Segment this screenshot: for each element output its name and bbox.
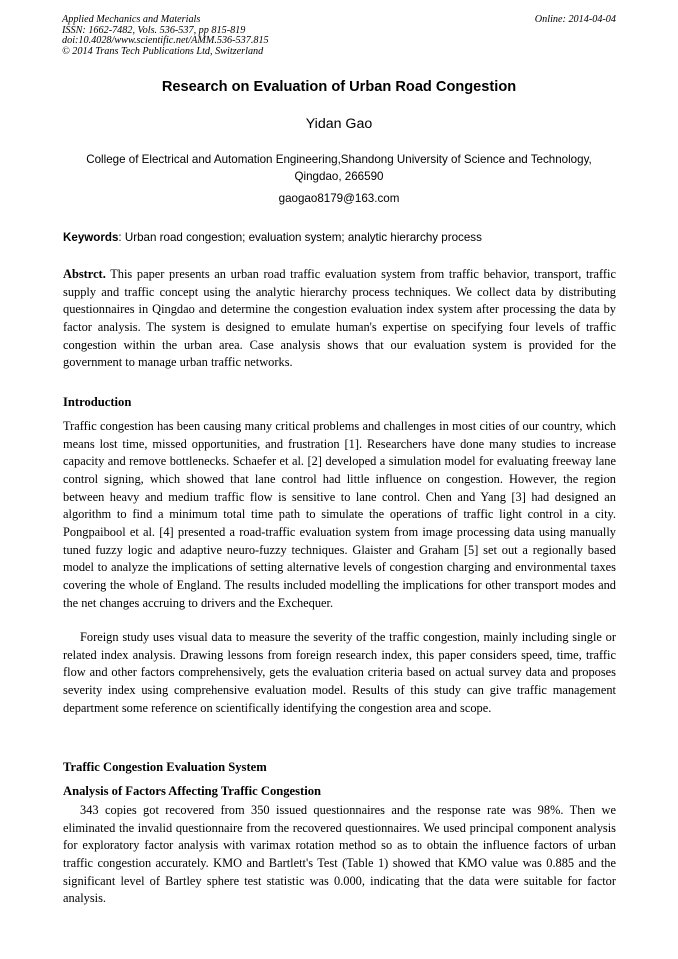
keywords-text: : Urban road congestion; evaluation system; analytic hierarchy process (118, 231, 482, 244)
journal-header (62, 15, 616, 57)
affiliation-line-2: Qingdao, 266590 (294, 170, 384, 183)
keywords (63, 231, 615, 244)
author-name: Yidan Gao (305, 116, 373, 132)
abstract-label: Abstrct. (63, 267, 106, 281)
journal-name: Applied Mechanics and Materials (62, 14, 201, 25)
introduction-heading: Introduction (63, 395, 132, 409)
author-email: gaogao8179@163.com (278, 192, 400, 205)
copyright-line: © 2014 Trans Tech Publications Ltd, Switzerland (62, 45, 264, 57)
introduction-paragraph-2: Foreign study uses visual data to measure the severity of the traffic congestion, mainly including single or related index analysis. Drawing lessons from foreign research index, this paper considers speed, time, traffic flow and other factors comprehensively, gets the evaluation criteria based on actual survey data and proposes severity index using comprehensive evaluation model. Results of this study can give traffic management department some reference on scientifically identifying the congestion area and scope. (63, 630, 616, 715)
evaluation-system-heading: Traffic Congestion Evaluation System (63, 760, 267, 774)
affiliation (60, 151, 618, 185)
introduction-paragraph-1: Traffic congestion has been causing many critical problems and challenges in most cities of our country, which means lost time, missed opportunities, and frustration [1]. Researchers have done many studies to increase capacity and remove bottlenecks. Schaefer et al. [2] developed a simulation model for evaluating freeway lane control signing, which showed that lane control had little influence on congestion. However, the region between heavy and medium traffic flow is sensitive to lane control. Chen and Yang [3] had designed an algorithm to find a minimum total time path to simulate the operations of traffic light control in a city. Pongpaibool et al. [4] presented a road-traffic evaluation system from image processing data using manually tuned fuzzy logic and adaptive neuro-fuzzy techniques. Glaister and Graham [5] set out a regionally based model to analyze the implications of setting alternative levels of congestion charging and environmental taxes covering the whole of England. The results included modelling the implications for other transport modes and the net changes accruing to drivers and the Exchequer. (63, 419, 616, 610)
abstract-text: This paper presents an urban road traffic evaluation system from traffic behavior, transport, traffic supply and traffic concept using the analytic hierarchy process techniques. We collect data by distributing questionnaires in Qingdao and determine the congestion evaluation index system after processing the data by factor analysis. The system is designed to emulate human's expertise on specifying four levels of traffic congestion within the urban area. Case analysis shows that our evaluation system is provided for the government to manage urban traffic networks. (63, 267, 616, 370)
doi-line: doi:10.4028/www.scientific.net/AMM.536-537.815 (62, 35, 269, 47)
paper-title: Research on Evaluation of Urban Road Congestion (161, 79, 517, 95)
abstract (63, 266, 616, 372)
keywords-label: Keywords (63, 231, 119, 244)
affiliation-line-1: College of Electrical and Automation Engineering,Shandong University of Science and Technology, (86, 153, 592, 166)
factor-analysis-subheading: Analysis of Factors Affecting Traffic Congestion (63, 784, 322, 798)
online-date: Online: 2014-04-04 (534, 14, 616, 25)
factor-analysis-paragraph: 343 copies got recovered from 350 issued questionnaires and the response rate was 98%. Then we eliminated the invalid questionnaire from the recovered questionnaires. We used principal component analysis for exploratory factor analysis with varimax rotation method so as to obtain the influence factors of urban traffic congestion accurately. KMO and Bartlett's Test (Table 1) showed that KMO value was 0.885 and the significant level of Bartley sphere test statistic was 0.000, indicating that the data were suitable for factor analysis. (63, 803, 616, 906)
issn-line: ISSN: 1662-7482, Vols. 536-537, pp 815-819 (62, 24, 246, 36)
